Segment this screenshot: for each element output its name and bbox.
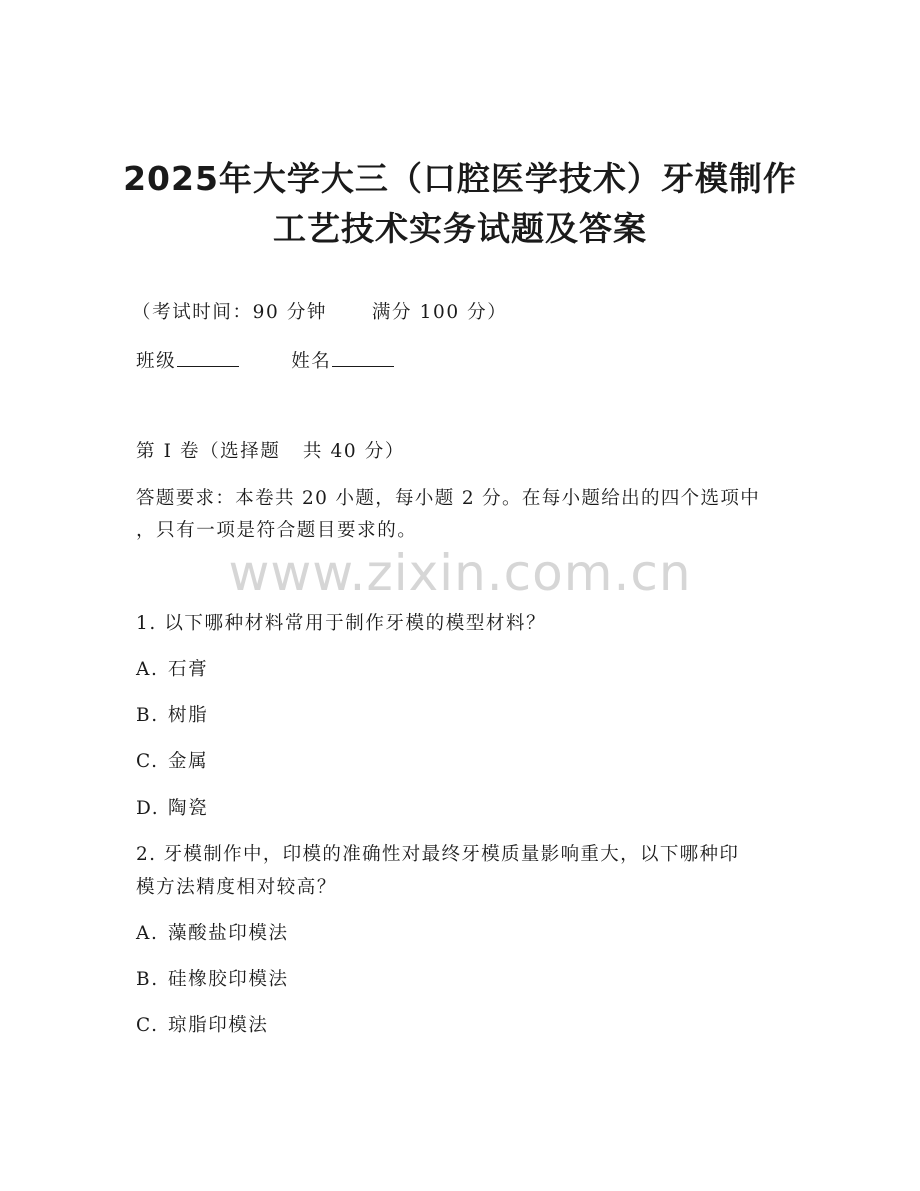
option-letter: A. [136, 923, 159, 944]
section-title: 第 I 卷（选择题 共 40 分） [136, 441, 405, 462]
option-text: 石膏 [168, 659, 209, 680]
option-text: 硅橡胶印模法 [168, 969, 289, 990]
option-letter: B. [136, 969, 159, 990]
option-letter: B. [136, 705, 159, 726]
option-text: 藻酸盐印模法 [168, 923, 289, 944]
question-1-option-c [136, 753, 208, 772]
document-title-line-2: 工艺技术实务试题及答案 [273, 209, 647, 248]
watermark: www.zixin.com.cn [228, 544, 692, 602]
option-letter: A. [136, 659, 159, 680]
question-1-option-b [136, 707, 208, 726]
instructions-line-1: 答题要求：本卷共 20 小题，每小题 2 分。在每小题给出的四个选项中 [136, 488, 761, 509]
name-blank [332, 352, 394, 367]
student-info-row [136, 352, 394, 372]
option-text: 金属 [168, 751, 209, 772]
question-2-option-c [136, 1017, 269, 1036]
exam-info: （考试时间：90 分钟 满分 100 分） [132, 302, 508, 323]
option-letter: D. [136, 798, 160, 819]
class-label: 班级 [136, 351, 177, 372]
option-text: 琼脂印模法 [168, 1015, 269, 1036]
option-text: 陶瓷 [168, 798, 209, 819]
option-text: 树脂 [168, 705, 209, 726]
question-2-stem-line-1: 2. 牙模制作中，印模的准确性对最终牙模质量影响重大，以下哪种印 [136, 844, 740, 865]
question-2-stem-line-2: 模方法精度相对较高？ [136, 877, 338, 898]
document-title-line-1: 2025年大学大三（口腔医学技术）牙模制作 [123, 159, 797, 198]
option-letter: C. [136, 751, 159, 772]
instructions-line-2: ，只有一项是符合题目要求的。 [136, 520, 418, 541]
name-label: 姓名 [291, 351, 332, 372]
class-blank [177, 352, 239, 367]
question-2-option-a [136, 925, 289, 944]
question-1-stem: 1. 以下哪种材料常用于制作牙模的模型材料？ [136, 613, 547, 634]
question-1-option-a [136, 661, 208, 680]
question-1-option-d [136, 800, 208, 819]
option-letter: C. [136, 1015, 159, 1036]
question-2-option-b [136, 971, 289, 990]
